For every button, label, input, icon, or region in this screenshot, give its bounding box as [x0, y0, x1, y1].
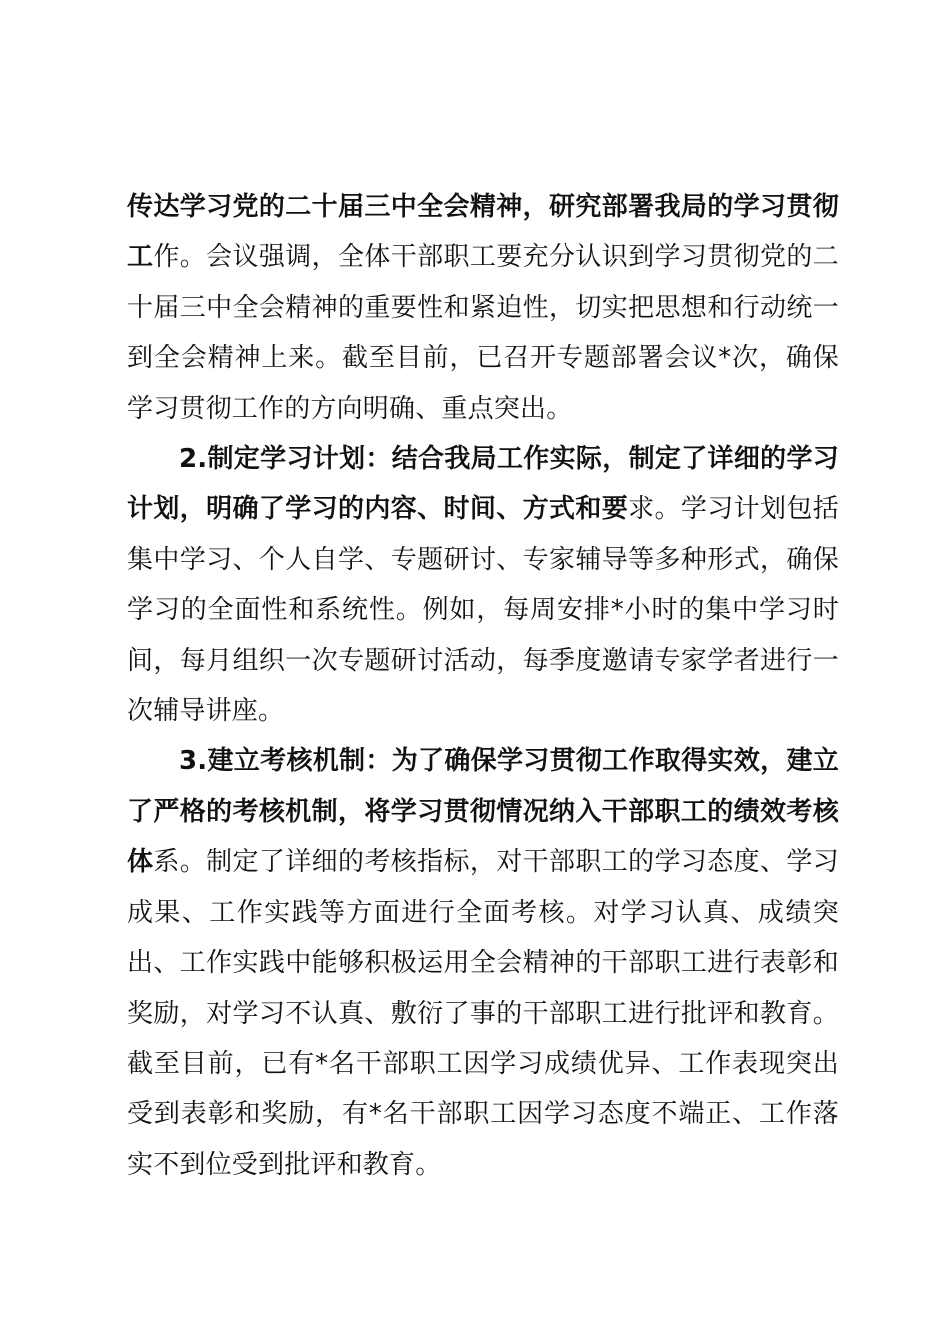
paragraph-meeting-continuation: [127, 182, 839, 434]
paragraph-body-text: 系。制定了详细的考核指标，对干部职工的学习态度、学习成果、工作实践等方面进行全面考核。对学习认真、成绩突出、工作实践中能够积极运用全会精神的干部职工进行表彰和奖励，对学习不认真、敷衍了事的干部职工进行批评和教育。截至目前，已有*名干部职工因学习成绩优异、工作表现突出受到表彰和奖励，有*名干部职工因学习态度不端正、工作落实不到位受到批评和教育。: [127, 847, 840, 1180]
paragraph-lead-bold: 2.制定学习计划：结合我局工作实际，制定了详细的学习计划，明确了学习的内容、时间、方式和要: [127, 444, 839, 525]
paragraph-body-text: 求。学习计划包括集中学习、个人自学、专题研讨、专家辅导等多种形式，确保学习的全面性和系统性。例如，每周安排*小时的集中学习时间，每月组织一次专题研讨活动，每季度邀请专家学者进行一次辅导讲座。: [127, 494, 839, 727]
paragraph-lead-bold: 传达学习党的二十届三中全会精神，研究部署我局的学习贯彻工: [127, 192, 839, 273]
paragraph-study-plan: [127, 434, 839, 736]
paragraph-assessment-mechanism: [127, 736, 839, 1190]
document-body: [127, 182, 839, 1190]
paragraph-lead-bold: 3.建立考核机制：为了确保学习贯彻工作取得实效，建立了严格的考核机制，将学习贯彻情况纳入干部职工的绩效考核体: [127, 746, 839, 878]
paragraph-body-text: 作。会议强调，全体干部职工要充分认识到学习贯彻党的二十届三中全会精神的重要性和紧迫性，切实把思想和行动统一到全会精神上来。截至目前，已召开专题部署会议*次，确保学习贯彻工作的方向明确、重点突出。: [127, 242, 840, 424]
